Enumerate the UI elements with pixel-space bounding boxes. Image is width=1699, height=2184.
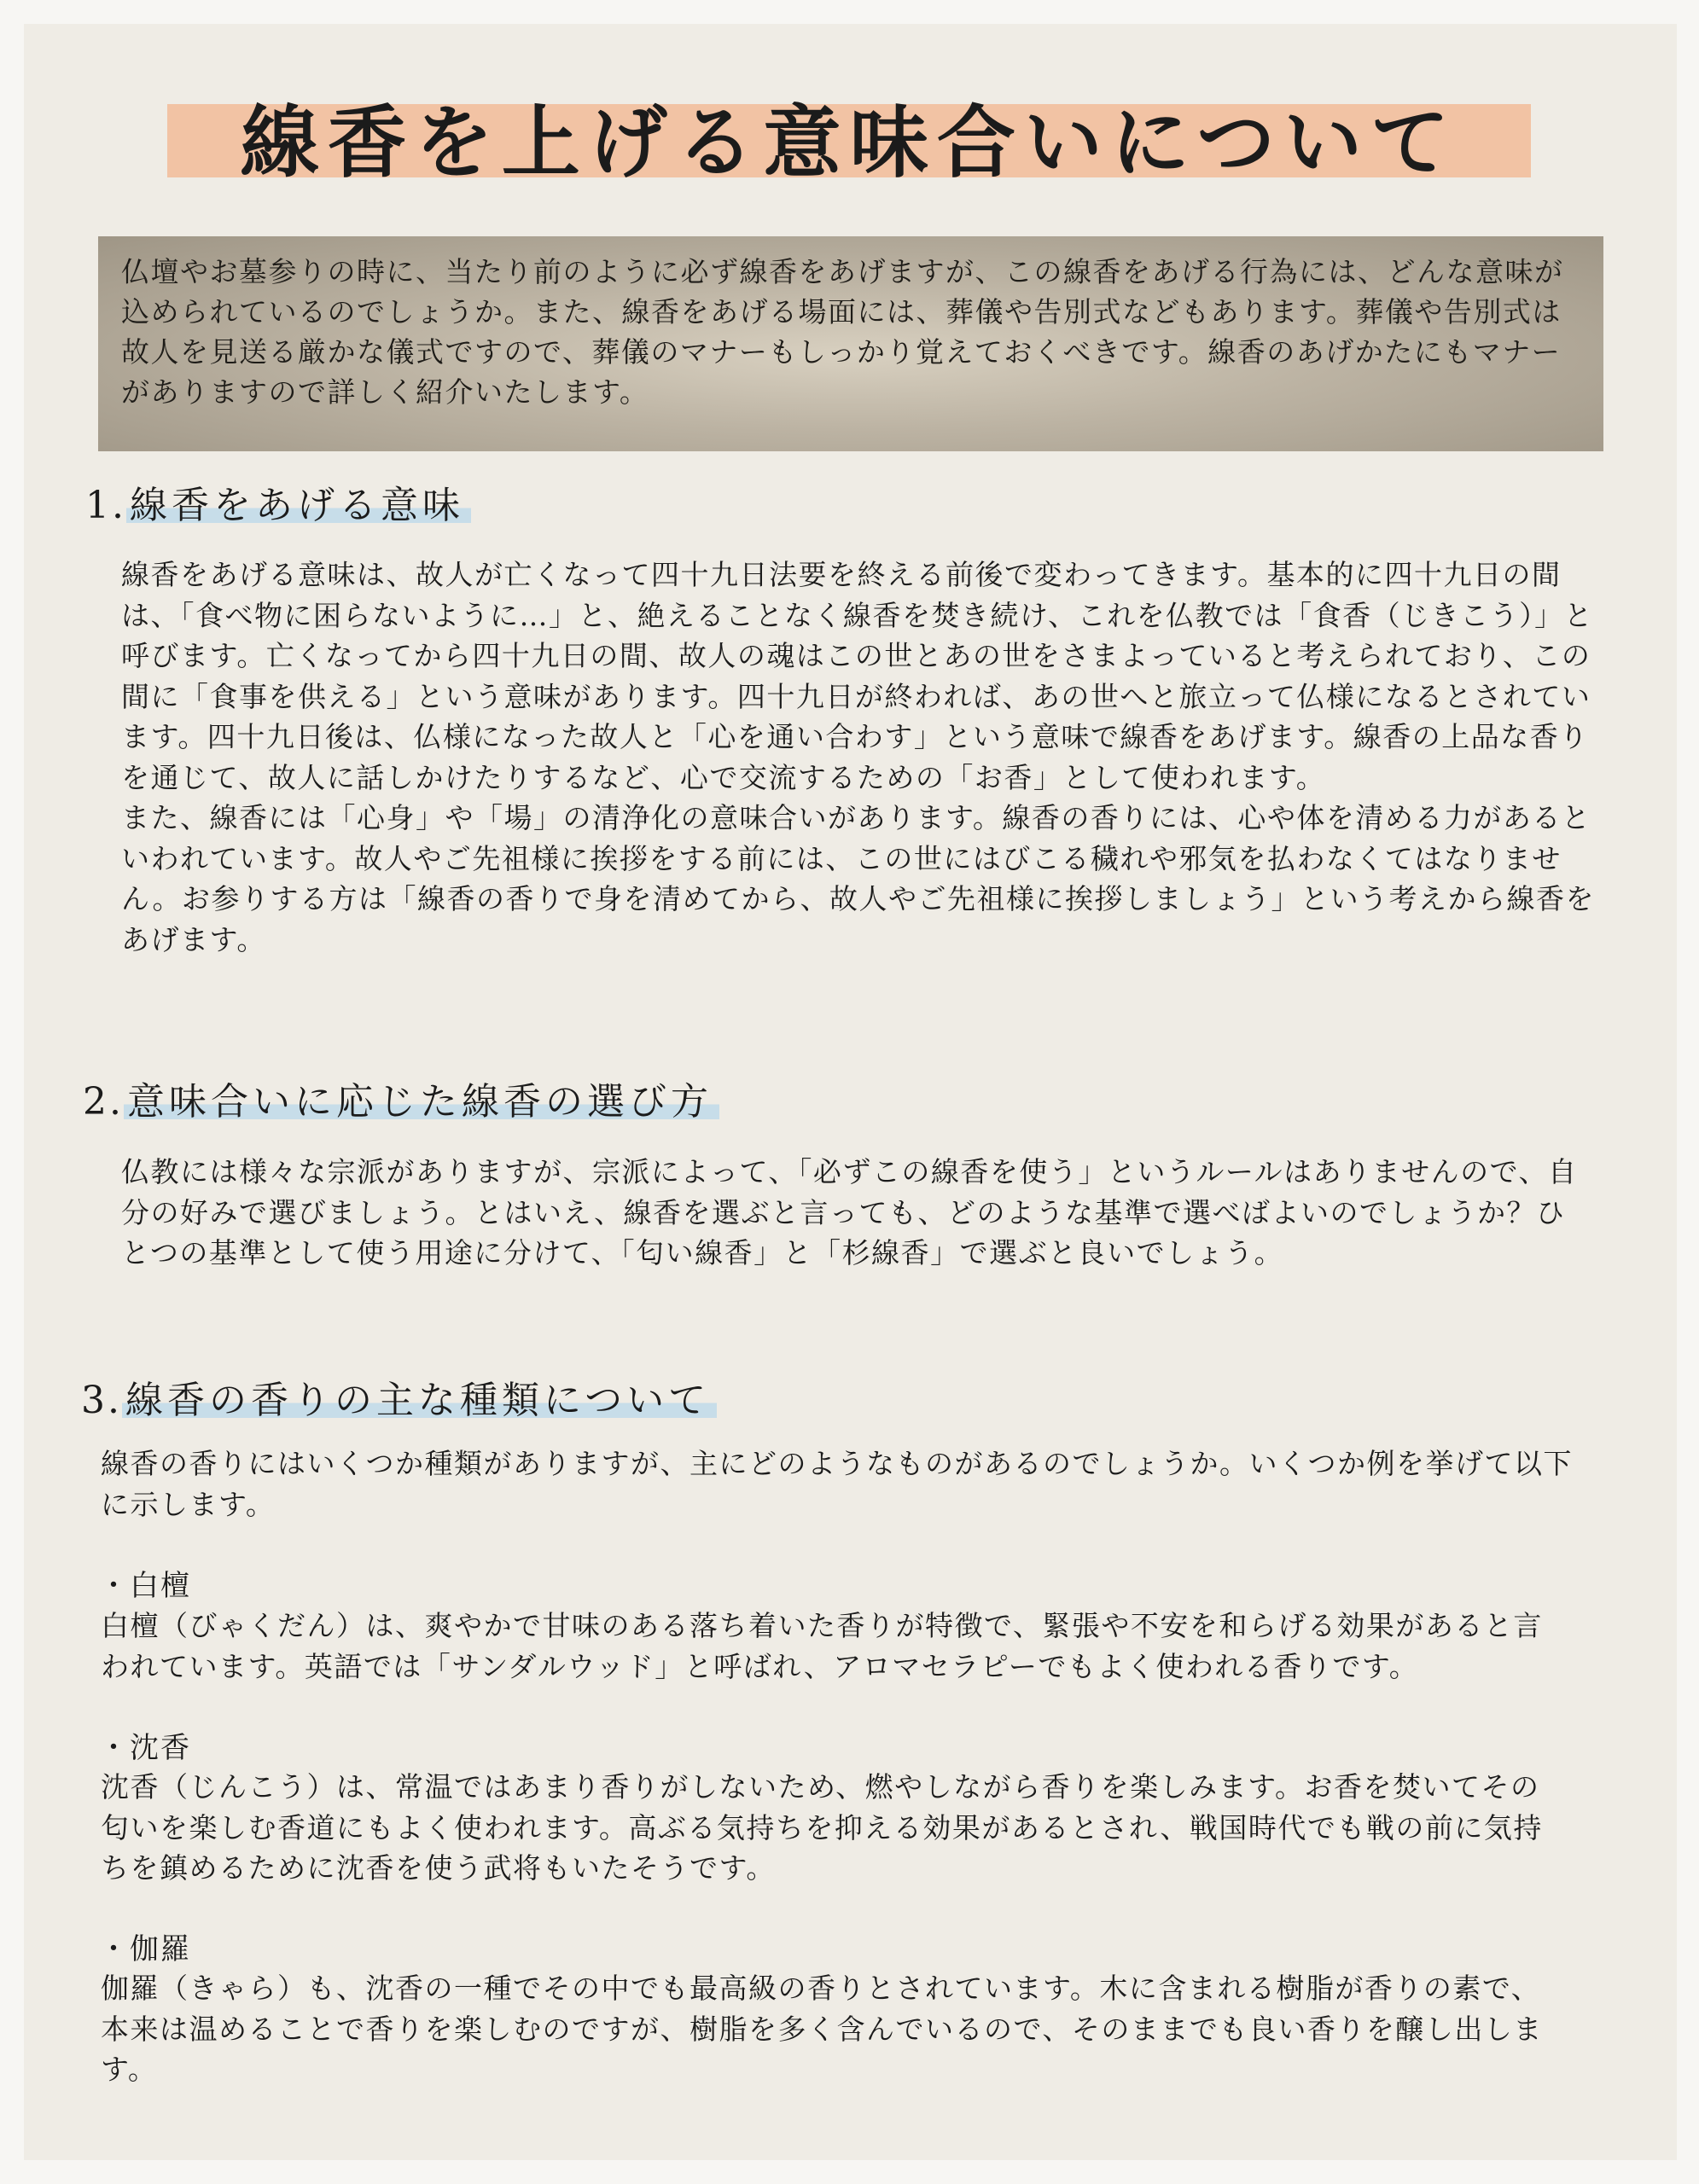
section-2-body: 仏教には様々な宗派がありますが、宗派によって、「必ずこの線香を使う」というルールはありませんので、自分の好みで選びましょう。とはいえ、線香を選ぶと言っても、どのような基準で選べばよいのでしょうか？ひとつの基準として使う用途に分けて、「匂い線香」と「杉線香」で選ぶと良いでしょう。 (121, 1155, 1578, 1269)
section-number: 2. (83, 1080, 124, 1124)
section-2-heading (83, 1077, 719, 1128)
section-title: 線香の香りの主な種類について (122, 1379, 717, 1422)
type-text-jinkou: 沈香（じんこう）は、常温ではあまり香りがしないため、燃やしながら香りを楽しみます。お香を焚いてその匂いを楽しむ香道にもよく使われます。高ぶる気持ちを抑える効果があるとされ、戦国時代でも戦の前に気持ちを鎮めるために沈香を使う武将もいたそうです。 (101, 1770, 1543, 1885)
type-text-byakudan: 白檀（びゃくだん）は、爽やかで甘味のある落ち着いた香りが特徴で、緊張や不安を和らげる効果があると言われています。英語では「サンダルウッド」と呼ばれ、アロマセラピーでもよく使われる香りです。 (101, 1609, 1543, 1683)
section-3-body: 線香の香りにはいくつか種類がありますが、主にどのようなものがあるのでしょうか。いくつか例を挙げて以下に示します。 (101, 1447, 1573, 1521)
section-1-body: 線香をあげる意味は、故人が亡くなって四十九日法要を終える前後で変わってきます。基本的に四十九日の間は、「食べ物に困らないように…」と、絶えることなく線香を焚き続け、これを仏教では「食香（じきこう）」と呼びます。亡くなってから四十九日の間、故人の魂はこの世とあの世をさまよっていると考えられており、この間に「食事を供える」という意味があります。四十九日が終われば、あの世へと旅立って仏様になるとされています。四十九日後は、仏様になった故人と「心を通い合わす」という意味で線香をあげます。線香の上品な香りを通じて、故人に話しかけたりするなど、心で交流するための「お香」として使われます。 また、線香には「心身」や「場」の清浄化の意味合いがあります。線香の香りには、心や体を清める力があるといわれています。故人やご先祖様に挨拶をする前には、この世にはびこる穢れや邪気を払わなくてはなりません。お参りする方は「線香の香りで身を清めてから、故人やご先祖様に挨拶しましょう」という考えから線香をあげます。 (121, 558, 1595, 956)
section-title: 線香をあげる意味 (126, 484, 471, 527)
type-text-kyara: 伽羅（きゃら）も、沈香の一種でその中でも最高級の香りとされています。木に含まれる樹脂が香りの素で、本来は温めることで香りを楽しむのですが、樹脂を多く含んでいるので、そのままでも良い香りを醸し出します。 (101, 1972, 1543, 2086)
section-number: 3. (81, 1379, 122, 1422)
type-heading-jinkou: ・沈香 (99, 1731, 191, 1765)
intro-text: 仏壇やお墓参りの時に、当たり前のように必ず線香をあげますが、この線香をあげる行為には、どんな意味が込められているのでしょうか。また、線香をあげる場面には、葬儀や告別式などもあります。葬儀や告別式は故人を見送る厳かな儀式ですので、葬儀のマナーもしっかり覚えておくべきです。線香のあげかたにもマナーがありますので詳しく紹介いたします。 (121, 255, 1564, 409)
section-1-heading (85, 480, 471, 531)
page-title: 線香を上げる意味合いについて (240, 96, 1458, 189)
type-heading-kyara: ・伽羅 (99, 1932, 191, 1966)
type-heading-byakudan: ・白檀 (99, 1569, 191, 1603)
section-title: 意味合いに応じた線香の選び方 (124, 1080, 719, 1124)
section-number: 1. (85, 484, 126, 527)
section-3-heading (81, 1375, 717, 1426)
